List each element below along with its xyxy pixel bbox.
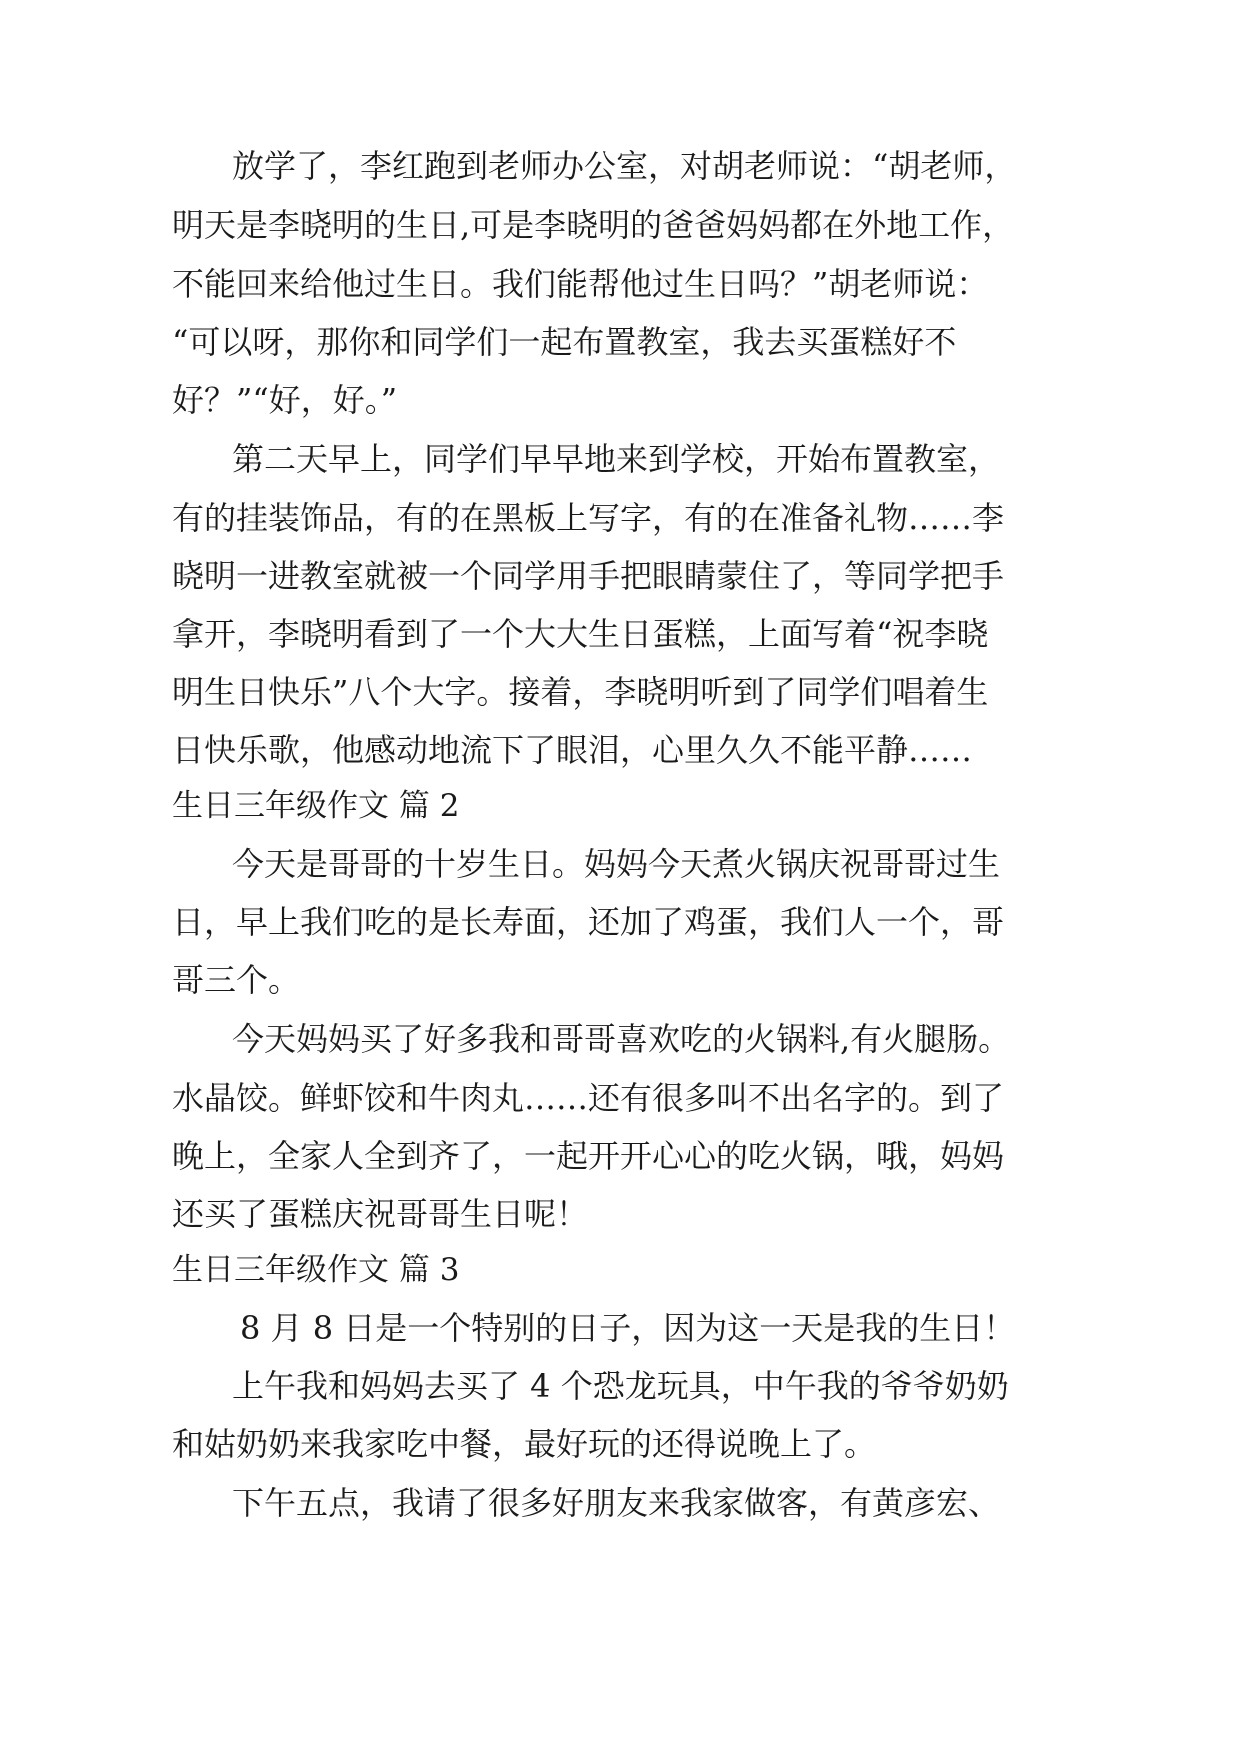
text-line: 8 月 8 日是一个特别的日子，因为这一天是我的生日！ [240,1309,1016,1347]
text-line: 和姑奶奶来我家吃中餐，最好玩的还得说晚上了。 [172,1425,877,1463]
text-line: 有的挂装饰品，有的在黑板上写字，有的在准备礼物……李 [172,499,1005,537]
text-line: 今天是哥哥的十岁生日。妈妈今天煮火锅庆祝哥哥过生 [232,845,1001,883]
text-line: 不能回来给他过生日。我们能帮他过生日吗？”胡老师说： [172,265,989,303]
text-line: 日，早上我们吃的是长寿面，还加了鸡蛋，我们人一个，哥 [172,903,1005,941]
text-line: 下午五点，我请了很多好朋友来我家做客，有黄彦宏、 [232,1484,1001,1522]
section-heading: 生日三年级作文 篇 3 [172,1252,460,1288]
text-line: 哥三个。 [172,961,301,999]
text-line: “可以呀，那你和同学们一起布置教室，我去买蛋糕好不 [172,323,957,361]
text-line: 晓明一进教室就被一个同学用手把眼睛蒙住了，等同学把手 [172,557,1005,595]
text-line: 拿开，李晓明看到了一个大大生日蛋糕，上面写着“祝李晓 [172,615,989,653]
text-line: 放学了，李红跑到老师办公室，对胡老师说：“胡老师， [232,147,1017,185]
text-line: 明天是李晓明的生日,可是李晓明的爸爸妈妈都在外地工作， [172,206,1015,244]
text-line: 好？”“好，好。” [172,381,398,419]
text-line: 晚上，全家人全到齐了，一起开开心心的吃火锅，哦，妈妈 [172,1137,1005,1175]
text-line: 上午我和妈妈去买了 4 个恐龙玩具，中午我的爷爷奶奶 [232,1367,1009,1405]
section-heading: 生日三年级作文 篇 2 [172,788,460,824]
text-line: 今天妈妈买了好多我和哥哥喜欢吃的火锅料,有火腿肠。 [232,1020,1011,1058]
text-line: 日快乐歌，他感动地流下了眼泪，心里久久不能平静…… [172,731,973,769]
text-line: 水晶饺。鲜虾饺和牛肉丸……还有很多叫不出名字的。到了 [172,1079,1005,1117]
text-line: 明生日快乐”八个大字。接着，李晓明听到了同学们唱着生 [172,673,989,711]
text-line: 第二天早上，同学们早早地来到学校，开始布置教室， [232,440,1001,478]
text-line: 还买了蛋糕庆祝哥哥生日呢！ [172,1195,589,1233]
